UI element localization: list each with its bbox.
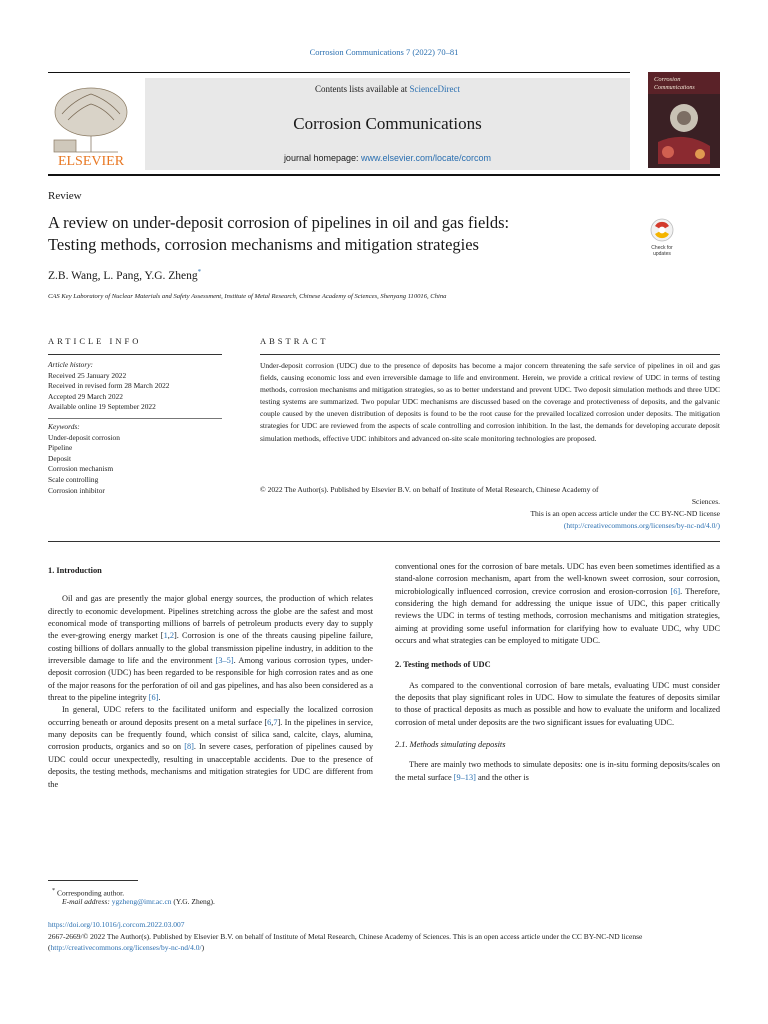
author-list <box>48 268 201 282</box>
article-title-line1: A review on under-deposit corrosion of pipelines in oil and gas fields: <box>48 213 510 232</box>
keyword-item: Scale controlling <box>48 474 99 484</box>
footer-license-link[interactable]: http://creativecommons.org/licenses/by-nc-nd/4.0/ <box>50 943 202 952</box>
contents-prefix: Contents lists available at <box>315 84 408 94</box>
abstract-rule <box>260 354 720 355</box>
homepage-link[interactable]: www.elsevier.com/locate/corcom <box>361 153 492 163</box>
abstract-copyright-line1: © 2022 The Author(s). Published by Elsevier B.V. on behalf of Institute of Metal Research, Chinese Academy of <box>260 485 599 494</box>
article-info-rule <box>48 354 222 355</box>
intro-p1-text-a: Oil and gas are presently the major global energy sources, the production of which relates directly to economic development. Pipelines stretching across the globe are the safest and most economical mode of transporting millions of barrels of petroleum products every day to supply the ever-growing energy market [ <box>48 594 373 641</box>
article-history <box>48 360 222 413</box>
homepage-prefix: journal homepage: <box>283 153 359 163</box>
abstract-license-line: This is an open access article under the CC BY-NC-ND license <box>530 509 720 518</box>
ref-link[interactable]: [3–5] <box>215 656 234 666</box>
author-affiliation: CAS Key Laboratory of Nuclear Materials and Safety Assessment, Institute of Metal Research, Chinese Academy of Sciences, Shenyang 110016, China <box>48 293 447 300</box>
footer-copyright-end: ) <box>201 943 205 952</box>
history-item: Available online 19 September 2022 <box>48 402 156 412</box>
cover-title-line1: Corrosion <box>654 76 681 83</box>
intro-p1-text-c: . Among various corrosion types, under-deposit corrosion (UDC) has been regarded to be responsible for high corrosion rates and as one of the major reasons for the perforation of oil and gas pipelines, and has also been considered as a threat to the pipeline integrity <box>48 656 374 703</box>
intro-paragraph-1: Oil and gas are presently the major global energy sources, the production of which relates directly to economic development. Pipelines stretching across the globe are the safest and most economical mode of transporting millions of barrels of petroleum products every day to supply the ever-growing energy market [1,2]. Corrosion is one of the threats causing pipeline failure, costing billions of dollars annually to the global transmission pipeline industry, in addition to the irreversible damage to life and the environment [3–5]. Among various corrosion types, under-deposit corrosion (UDC) has been regarded to be responsible for high corrosion rates and as one of the major reasons for the perforation of oil and gas pipelines, and has also been considered as a threat to the pipeline integrity [6]. <box>48 594 374 703</box>
intro-p2-text-a: In general, UDC refers to the facilitated uniform and especially the localized corrosion occurring beneath or around deposits present on a metal surface [ <box>48 705 373 727</box>
body-column-right <box>395 561 720 784</box>
ref-link[interactable]: [8] <box>184 742 194 752</box>
email-name: (Y.G. Zheng). <box>173 897 215 906</box>
article-title <box>48 212 628 256</box>
intro-paragraph-2: In general, UDC refers to the facilitated uniform and especially the localized corrosion occurring beneath or around deposits present on a metal surface [6,7]. In the pipelines in service, many deposits can be frequently found, which consist of silica sand, calcite, clays, alumina, corrosion products, organics and so on [8]. In severe cases, perforation of pipelines caused by UDC could occur unexpectedly, resulting in unacceptable accidents. Due to the presence of deposits, the testing methods, mechanisms and mitigation strategies for UDC are different from the <box>48 705 374 789</box>
contents-line <box>145 84 630 94</box>
history-item: Accepted 29 March 2022 <box>48 391 123 401</box>
keyword-item: Corrosion mechanism <box>48 464 114 474</box>
keyword-item: Under-deposit corrosion <box>48 432 120 442</box>
cover-title-line2: Communications <box>654 85 695 91</box>
badge-text-2: updates <box>653 251 671 257</box>
elsevier-logo <box>48 80 134 168</box>
footnote-mark: * <box>52 887 56 894</box>
body-column-left <box>48 565 373 791</box>
journal-title: Corrosion Communications <box>293 114 482 133</box>
ref-link[interactable]: 6 <box>267 717 272 727</box>
doi-link[interactable]: https://doi.org/10.1016/j.corcom.2022.03.007 <box>48 920 185 929</box>
history-item: Received 25 January 2022 <box>48 370 127 380</box>
section-2-1-paragraph <box>395 759 720 784</box>
article-info-heading: ARTICLE INFO <box>48 336 142 346</box>
footnote-email <box>62 896 215 907</box>
check-for-updates-badge[interactable] <box>644 216 680 258</box>
ref-link[interactable]: 7 <box>273 717 278 727</box>
section-2-heading: 2. Testing methods of UDC <box>395 660 491 670</box>
corresponding-author-mark[interactable]: * <box>197 268 202 276</box>
intro-p1-text-b: ]. Corrosion is one of the threats causing pipeline failure, costing billions of dollars annually to the global transmission pipeline industry, in addition to the irreversible damage to life and the environment <box>48 631 373 666</box>
check-for-updates-icon <box>651 219 673 241</box>
intro-p2-text-c: . In severe cases, perforation of pipelines caused by UDC could occur unexpectedly, resulting in unacceptable accidents. Due to the presence of deposits, the testing methods, mechanisms and mitigation strategies for UDC are different from the <box>48 742 373 789</box>
authors-text: Z.B. Wang, L. Pang, Y.G. Zheng <box>48 269 198 282</box>
keyword-item: Deposit <box>48 453 71 463</box>
ref-link[interactable]: 2 <box>169 631 174 641</box>
abstract-license-link[interactable]: (http://creativecommons.org/licenses/by-nc-nd/4.0/) <box>563 521 720 530</box>
abstract-copyright-line2: Sciences. <box>691 497 720 506</box>
journal-homepage <box>145 153 630 163</box>
footnote-rule <box>48 880 138 881</box>
abstract-heading: ABSTRACT <box>260 336 329 346</box>
intro-p3-text-b: . Therefore, considering the high demand for addressing the unique issue of UDC, this paper critically reviews the UDC in terms of testing methods, corrosion mechanisms and mitigation strategies, aiming at providing some useful information for clarifying how to evaluate UDC, why UDC occurs and what strategies can be employed to mitigate UDC. <box>395 586 721 646</box>
s21-text-a: There are mainly two methods to simulate deposits: one is in-situ forming deposits/scales on the metal surface <box>395 760 720 782</box>
email-link[interactable]: ygzheng@imr.ac.cn <box>111 897 172 906</box>
keyword-item: Pipeline <box>48 443 73 453</box>
section-2-paragraph: As compared to the conventional corrosion of bare metals, evaluating UDC must consider the deposits that play significant roles in UDC. How to simulate the features of deposits similar to those of practical deposits as much as possible and how to evaluate the uniform and localized corrosion of metal under deposits are the two significant issues for evaluating UDC. <box>395 680 720 727</box>
keyword-item: Corrosion inhibitor <box>48 485 105 495</box>
journal-citation-link[interactable]: Corrosion Communications 7 (2022) 70–81 <box>309 47 459 57</box>
history-label: Article history: <box>48 360 93 369</box>
footer-copyright-text: 2667-2669/© 2022 The Author(s). Published by Elsevier B.V. on behalf of Institute of Metal Research, Chinese Academy of Sciences. This is an open access article under the CC BY-NC-ND license ( <box>48 932 643 952</box>
elsevier-wordmark: ELSEVIER <box>57 154 125 168</box>
badge-text-1: Check for <box>651 245 673 251</box>
footer-copyright <box>48 931 720 953</box>
header-bottom-rule <box>48 174 720 176</box>
article-section-type: Review <box>48 190 82 202</box>
abstract-end-rule <box>48 541 720 542</box>
keywords-block <box>48 422 222 496</box>
section-2-1-heading: 2.1. Methods simulating deposits <box>395 740 506 750</box>
intro-p3-text-a: conventional ones for the corrosion of bare metals. UDC has even been sometimes identified as a stand-alone corrosion mechanism, apart from the well-known sweet corrosion, sour corrosion, microbiologically influenced corrosion, crevice corrosion and erosion-corrosion <box>395 562 720 596</box>
elsevier-tree-icon <box>54 88 127 152</box>
history-item: Received in revised form 28 March 2022 <box>48 381 170 391</box>
ref-link[interactable]: [6] <box>670 586 681 596</box>
intro-p2-text-b: ]. In the pipelines in service, many deposits can be frequently found, which consist of silica sand, calcite, clays, alumina, corrosion products, organics and so on <box>48 717 374 752</box>
ref-link[interactable]: [6] <box>148 693 159 703</box>
article-info-divider <box>48 418 222 419</box>
footnote-corresponding-text: Corresponding author. <box>57 888 125 898</box>
header-top-rule <box>48 72 630 73</box>
article-title-line2: Testing methods, corrosion mechanisms and mitigation strategies <box>48 235 479 254</box>
email-label: E-mail address: <box>62 897 110 906</box>
keywords-label: Keywords: <box>48 422 80 431</box>
ref-link[interactable]: 1 <box>163 631 168 641</box>
intro-paragraph-3 <box>395 561 720 647</box>
section-1-heading: 1. Introduction <box>48 566 102 575</box>
abstract-text: Under-deposit corrosion (UDC) due to the presence of deposits has become a major concern threatening the safe service of pipelines in oil and gas fields, causing economic loss and even irreversible damage to life and environment. Herein, we provide a critical review of UDC in terms of testing methods, corrosion mechanisms and mitigation strategies, so as to better understand and prevent UDC. Two deposit simulation methods and three UDC testing systems are summarized. Two popular UDC mechanisms are discussed based on the coverage and protectiveness of deposits, and the galvanic couple caused by the uneven distribution of deposits is found to be the root cause for the prevailed localized corrosion under deposits. The mitigation strategies for UDC are reviewed from the aspects of scale controlling and corrosion inhibition. In the last, the demands for developing accurate deposit simulation methods, effective UDC inhibitors and advanced on-site scale monitoring technologies are proposed. <box>260 361 720 443</box>
sciencedirect-link[interactable]: ScienceDirect <box>409 84 460 94</box>
s21-text-b: and the other is <box>475 772 529 782</box>
journal-cover-image <box>648 72 720 168</box>
ref-link[interactable]: [9–13] <box>453 772 476 782</box>
